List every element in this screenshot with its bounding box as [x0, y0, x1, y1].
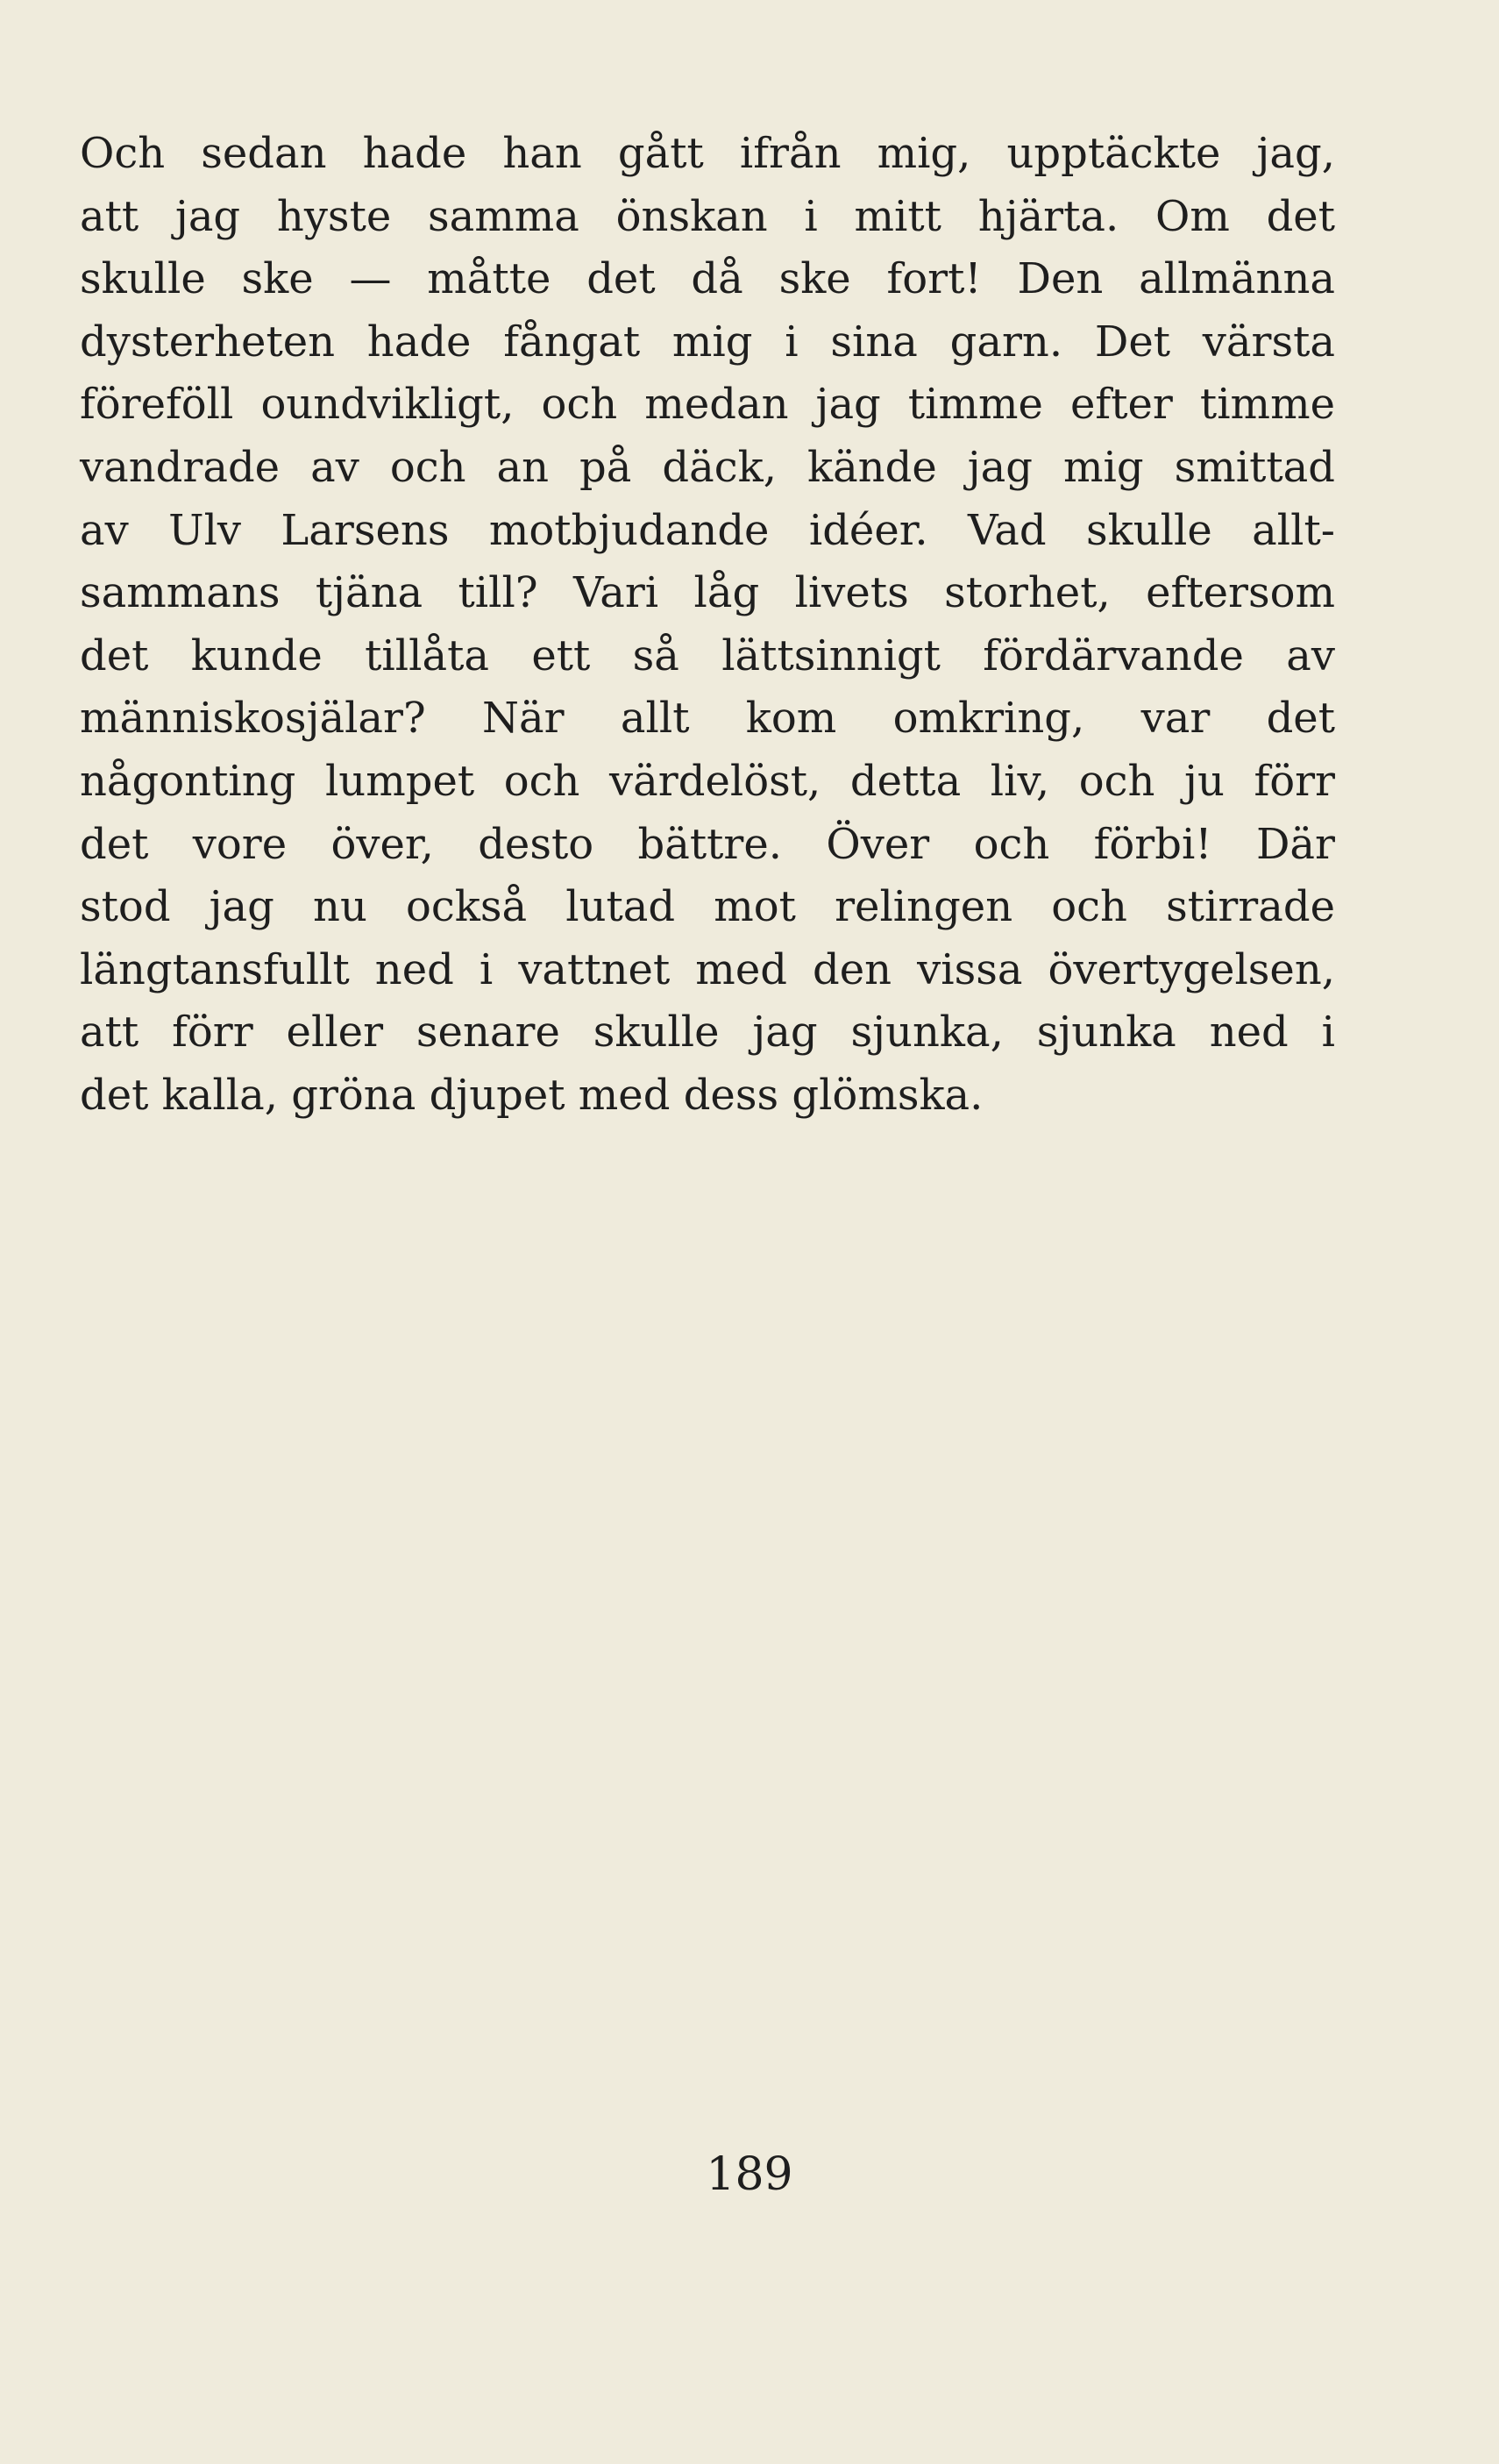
text-line: vandrade av och an på däck, kände jag mig smittad [80, 442, 1335, 492]
text-line: det kunde tillåta ett så lättsinnigt fördärvande av [80, 630, 1335, 680]
text-line: föreföll oundvikligt, och medan jag timme efter timme [80, 380, 1335, 430]
text-line: någonting lumpet och värdelöst, detta liv, och ju förr [80, 756, 1335, 806]
text-line: Och sedan hade han gått ifrån mig, upptäckte jag, [80, 129, 1335, 178]
text-line: skulle ske — måtte det då ske fort! Den allmänna [80, 254, 1335, 304]
body-text [80, 123, 1335, 1128]
text-line: stod jag nu också lutad mot relingen och stirrade [80, 882, 1335, 932]
page-number: 189 [706, 2148, 793, 2201]
text-line: det vore över, desto bättre. Över och förbi! Där [80, 819, 1335, 869]
text-line: att jag hyste samma önskan i mitt hjärta. Om det [80, 191, 1335, 241]
text-line: sammans tjäna till? Vari låg livets storhet, eftersom [80, 568, 1335, 618]
text-line: längtansfullt ned i vattnet med den vissa övertygelsen, [80, 944, 1335, 994]
text-line: av Ulv Larsens motbjudande idéer. Vad skulle allt- [80, 505, 1335, 555]
text-line: människosjälar? När allt kom omkring, var det [80, 694, 1335, 744]
text-line: det kalla, gröna djupet med dess glömska. [80, 1070, 984, 1120]
text-line: att förr eller senare skulle jag sjunka, sjunka ned i [80, 1008, 1335, 1058]
text-line: dysterheten hade fångat mig i sina garn. Det värsta [80, 317, 1335, 367]
